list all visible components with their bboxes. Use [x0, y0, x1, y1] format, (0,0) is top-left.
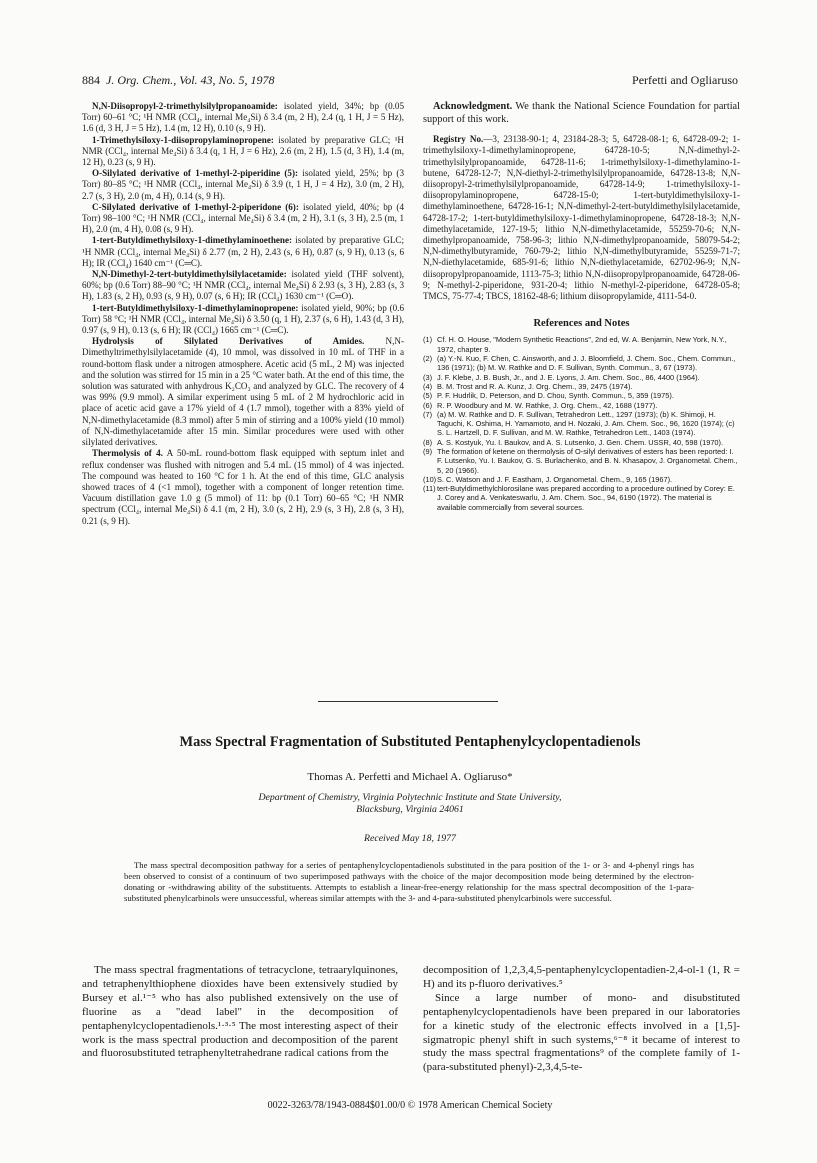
compound-data: isolated yield (THF solvent), 60%; bp (0.6 Torr) 88–90 °C; ¹H NMR (CCl₄, internal Me₄Si) δ 2.93 (s, 3 H), 2.83 (s, 3 H), 1.83 (s, 2 H), 0.93 (s, 9 H), 0.07 (s, 6 H); IR (CCl₄) 1630 cm⁻¹ (C═O).: [82, 269, 404, 302]
references-heading: References and Notes: [533, 318, 630, 330]
compound-paragraph: [82, 202, 404, 236]
reference-item: [423, 382, 740, 391]
copyright-footer: 0022-3263/78/1943-0884$01.00/0 © 1978 American Chemical Society: [267, 1100, 553, 1111]
reference-number: (6): [423, 400, 433, 410]
compound-name: 1-tert-Butyldimethylsiloxy-1-dimethylaminoethene:: [92, 235, 293, 246]
back-matter-column: [423, 101, 740, 512]
body-paragraph: decomposition of 1,2,3,4,5-pentaphenylcyclopentadien-2,4-ol-1 (1, R = H) and its p-fluoro derivatives.⁵: [423, 964, 740, 990]
reference-number: (2): [423, 354, 433, 364]
reference-item: [423, 410, 740, 438]
article-affiliation: [82, 792, 738, 816]
section-run-in-head: Thermolysis of 4.: [92, 448, 163, 459]
compound-paragraph: [82, 168, 404, 202]
reference-item: [423, 335, 740, 354]
references-list: [423, 335, 740, 512]
article-authors: Thomas A. Perfetti and Michael A. Ogliaruso*: [307, 771, 513, 783]
article-separator-rule: [318, 701, 498, 702]
body-column-left: [82, 964, 398, 1061]
reference-number: (4): [423, 381, 433, 391]
compound-data: isolated yield, 25%; bp (3 Torr) 80–85 °C; ¹H NMR (CCl₄, internal Me₄Si) δ 3.9 (t, 1 H, J = 4 Hz), 3.0 (m, 2 H), 2.7 (s, 3 H), 2.0 (m, 4 H), 0.14 (s, 9 H).: [82, 168, 404, 201]
reference-number: (10): [423, 474, 437, 484]
reference-text: R. P. Woodbury and M. W. Rathke, J. Org. Chem., 42, 1688 (1977).: [437, 400, 658, 410]
reference-number: (3): [423, 372, 433, 382]
running-authors: Perfetti and Ogliaruso: [632, 73, 738, 87]
acknowledgment-text: We thank the National Science Foundation for partial support of this work.: [423, 101, 740, 125]
reference-number: (9): [423, 447, 433, 456]
reference-number: (5): [423, 391, 433, 401]
compound-name: O-Silylated derivative of 1-methyl-2-piperidine (5):: [92, 168, 299, 179]
reference-item: [423, 475, 740, 484]
journal-citation: J. Org. Chem., Vol. 43, No. 5, 1978: [106, 73, 275, 87]
reference-text: P. F. Hudrlik, D. Peterson, and D. Chou, Synth. Commun., 5, 359 (1975).: [437, 391, 674, 401]
affiliation-line: Blacksburg, Virginia 24061: [356, 804, 464, 815]
hydrolysis-paragraph: [82, 336, 404, 448]
compound-paragraph: [82, 101, 404, 135]
reference-text: A. S. Kostyuk, Yu. I. Baukov, and A. S. Lutsenko, J. Gen. Chem. USSR, 40, 598 (1970).: [437, 437, 724, 447]
compound-name: 1-Trimethylsiloxy-1-diisopropylaminopropene:: [92, 134, 274, 145]
body-paragraph: The mass spectral fragmentations of tetracyclone, tetraarylquinones, and tetraphenylthiophene dioxides have been extensively studied by Bursey et al.¹⁻⁵ who has also published extensively on the use of fluorine as a "dead label" in the decomposition of pentaphenylcyclopentadienols.¹·³·⁵ The most interesting aspect of their work is the mass spectral production and decomposition of the parent and fluorosubstituted tetraphenyltetrahedrane radical cations from the: [82, 964, 398, 1060]
reference-number: (11): [423, 484, 436, 494]
reference-text: (a) Y.-N. Kuo, F. Chen, C. Ainsworth, and J. J. Bloomfield, J. Chem. Soc., Chem. Commun., 136 (1971); (b) M. W. Rathke and D. F. Sullivan, Synth. Commun., 3, 67 (1973).: [437, 354, 736, 373]
compound-name: N,N-Dimethyl-2-tert-butyldimethylsilylacetamide:: [92, 269, 287, 280]
article-title: Mass Spectral Fragmentation of Substituted Pentaphenylcyclopentadienols: [179, 734, 641, 750]
article-abstract: The mass spectral decomposition pathway for a series of pentaphenylcyclopentadienols substituted in the para position of the 1- or 3- and 4-phenyl rings has been observed to consist of a continuum of two superimposed pathways with the choice of the major decomposition mode being determined by the electron-donating or -withdrawing ability of the substituents. Attempts to establish a linear-free-energy relationship for the mass spectral decomposition of the 1-para-substituted phenylcarbinols were unsuccessful, whereas similar attempts with the 3- and 4-para-substituted phenylcarbinols were successful.: [124, 860, 694, 903]
acknowledgment: [423, 101, 740, 126]
compound-data: isolated by preparative GLC; ¹H NMR (CCl₄, internal Me₄Si) δ 3.4 (q, 1 H, J = 6 Hz), 2.6 (m, 2 H), 1.5 (d, 3 H), 1.4 (m, 12 H), 0.23 (s, 9 H).: [82, 134, 404, 168]
thermolysis-paragraph: [82, 448, 404, 526]
acknowledgment-head: Acknowledgment.: [433, 101, 513, 112]
reference-text: J. F. Klebe, J. B. Bush, Jr., and J. E. Lyons, J. Am. Chem. Soc., 86, 4400 (1964).: [437, 372, 700, 382]
reference-number: (7): [423, 409, 433, 419]
reference-number: (8): [423, 437, 433, 447]
affiliation-line: Department of Chemistry, Virginia Polytechnic Institute and State University,: [258, 792, 562, 803]
compound-paragraph: [82, 303, 404, 337]
reference-item: [423, 401, 740, 410]
reference-number: (1): [423, 335, 433, 345]
running-header: [82, 73, 738, 89]
reference-text: Cf. H. O. House, "Modern Synthetic Reactions", 2nd ed, W. A. Benjamin, New York, N.Y., 1972, chapter 9.: [437, 335, 727, 354]
compound-name: 1-tert-Butyldimethylsiloxy-1-dimethylaminopropene:: [92, 302, 299, 313]
reference-item: [423, 373, 740, 382]
body-paragraph: Since a large number of mono- and disubstituted pentaphenylcyclopentadienols have been prepared in our laboratories for a kinetic study of the electronic effects involved in a [1,5]-sigmatropic phenyl shift in such systems,⁶⁻⁸ it became of interest to study the mass spectral fragmentations⁹ of the complete family of 1-(para-substituted phenyl)-2,3,4,5-te-: [423, 991, 740, 1074]
paragraph-text: N,N-Dimethyltrimethylsilylacetamide (4), 10 mmol, was dissolved in 10 mL of THF in a round-bottom flask under a nitrogen atmosphere. Acetic acid (5 mL, 2 M) was injected and the solution was stirred for 15 min in a 25 °C water bath. At the end of this time, the solution was saturated with anhydrous K₂CO₃ and analyzed by GLC. The recovery of 4 was 99% (9.9 mmol). A similar experiment using 5 mL of 2 M hydrochloric acid in place of acetic acid gave a 17% yield of 4 (1.7 mmol), together with a 83% yield of N,N-dimethylacetamide (8.3 mmol) after 5 min of stirring and a 100% yield (10 mmol) of N,N-dimethylacetamide after 15 min. Similar procedures were used with other silylated derivatives.: [82, 336, 404, 448]
registry-numbers: [423, 134, 740, 302]
body-column-right: [423, 964, 740, 1075]
compound-name: C-Silylated derivative of 1-methyl-2-piperidone (6):: [92, 201, 299, 212]
section-run-in-head: Hydrolysis of Silylated Derivatives of Amides.: [92, 336, 365, 347]
compound-data: isolated yield, 40%; bp (4 Torr) 98–100 °C; ¹H NMR (CCl₄, internal Me₄Si) δ 3.4 (m, 2 H), 3.1 (s, 3 H), 2.5 (m, 1 H), 2.0 (m, 4 H), 0.08 (s, 9 H).: [82, 201, 404, 235]
reference-text: S. C. Watson and J. F. Eastham, J. Organometal. Chem., 9, 165 (1967).: [437, 474, 673, 484]
compound-paragraph: [82, 235, 404, 269]
received-date: Received May 18, 1977: [364, 833, 456, 844]
compound-paragraph: [82, 135, 404, 169]
reference-item: [423, 438, 740, 447]
reference-text: B. M. Trost and R. A. Kunz, J. Org. Chem., 39, 2475 (1974).: [437, 381, 633, 391]
compound-data: isolated yield, 90%; bp (0.6 Torr) 58 °C; ¹H NMR (CCl₄, internal Me₄Si) δ 3.50 (q, 1 H), 2.37 (s, 6 H), 1.43 (d, 3 H), 0.97 (s, 9 H), 0.13 (s, 6 H); IR (CCl₄) 1665 cm⁻¹ (C═C).: [82, 302, 404, 336]
reference-item: [423, 354, 740, 373]
paragraph-text: A 50-mL round-bottom flask equipped with septum inlet and reflux condenser was flushed with nitrogen and 5.4 mL (15 mmol) of 4 was injected. The compound was heated to 160 °C for 1 h. At the end of this time, GLC analysis showed traces of 4 (<1 mmol), together with a component of longer retention time. Vacuum distillation gave 1.0 g (5 mmol) of 11: bp (0.1 Torr) 60–65 °C; ¹H NMR spectrum (CCl₄, internal Me₄Si) δ 4.1 (m, 2 H), 3.0 (s, 2 H), 2.9 (s, 3 H), 2.8 (s, 3 H), 0.21 (s, 9 H).: [82, 448, 404, 526]
page-number: 884: [82, 73, 100, 87]
reference-item: [423, 484, 740, 512]
reference-text: tert-Butyldimethylchlorosilane was prepared according to a procedure outlined by Corey: E. J. Corey and A. Venkateswarlu, J. Am. Chem. Soc., 94, 6190 (1972). The material is available commercially from several sources.: [437, 484, 735, 512]
registry-text: —3, 23138-90-1; 4, 23184-28-3; 5, 64728-08-1; 6, 64728-09-2; 1-trimethylsiloxy-1-dimethylaminopropene, 64728-10-5; N,N-dimethyl-2-trimethylsilylpropanoamide, 64728-11-6; 1-trimethylsiloxy-1-dimethylamino-1-butene, 64728-12-7; N,N-diethyl-2-trimethylsilylpropanoamide, 64728-13-8; N,N-diisopropyl-2-trimethylsilylpropanoamide, 64728-14-9; 1-trimethylsiloxy-1-diisopropylaminopropene, 64728-15-0; 1-tert-butyldimethylsiloxy-1-dimethylaminoethene, 64728-16-1; N,N-dimethyl-2-tert-butyldimethylsilylacetamide, 64728-17-2; 1-tert-butyldimethylsiloxy-1-dimethylaminopropene, 64728-18-3; N,N-dimethylacetamide, 127-19-5; lithio N,N-dimethylacetamide, 55259-70-6; N,N-dimethylpropanoamide, 758-96-3; lithio N,N-dimethylpropanoamide, 58079-54-2; N,N-dimethylbutyramide, 760-79-2; lithio N,N-dimethylbutyramide, 55259-71-7; N,N-diethylacetamide, 685-91-6; lithio N,N-diethylacetamide, 62702-96-9; N,N-diisopropylpropanoamide, 1113-75-3; lithio N,N-diisopropylpropanoamide, 64728-06-9; N-methyl-2-piperidone, 931-20-4; lithio N-methyl-2-piperidone, 64728-05-8; TMCS, 75-77-4; TBCS, 18162-48-6; lithium diisopropylamide, 4111-54-0.: [423, 134, 740, 302]
compound-data: isolated yield, 34%; bp (0.05 Torr) 60–61 °C; ¹H NMR (CCl₄, internal Me₄Si) δ 3.4 (m, 2 H), 2.4 (q, 1 H, J = 5 Hz), 1.6 (d, 3 H, J = 5 Hz), 1.4 (m, 12 H), 0.10 (s, 9 H).: [82, 101, 404, 134]
reference-item: [423, 447, 740, 475]
registry-head: Registry No.: [433, 134, 484, 145]
reference-text: (a) M. W. Rathke and D. F. Sullivan, Tetrahedron Lett., 1297 (1973); (b) K. Shimoji, H. Taguchi, K. Oshima, H. Yamamoto, and H. Nozaki, J. Am. Chem. Soc., 96, 1620 (1974); (c) S. L. Hartzell, D. F. Sullivan, and M. W. Rathke, Tetrahedron Lett., 1403 (1974).: [437, 409, 735, 438]
header-left: [82, 73, 275, 88]
reference-text: The formation of ketene on thermolysis of O-silyl derivatives of esters has been reported: I. F. Lutsenko, Yu. I. Baukov, G. S. Burlachenko, and B. N. Khasapov, J. Organometal. Chem., 5, 20 (1966).: [437, 447, 738, 475]
experimental-column: [82, 101, 404, 527]
compound-name: N,N-Diisopropyl-2-trimethylsilylpropanoamide:: [92, 101, 278, 111]
compound-paragraph: [82, 269, 404, 303]
compound-data: isolated by preparative GLC; ¹H NMR (CCl₄, internal Me₄Si) δ 2.77 (m, 2 H), 2.43 (s, 6 H), 0.87 (s, 9 H), 0.13 (s, 6 H); IR (CCl₄) 1640 cm⁻¹ (C═C).: [82, 235, 404, 268]
reference-item: [423, 391, 740, 400]
